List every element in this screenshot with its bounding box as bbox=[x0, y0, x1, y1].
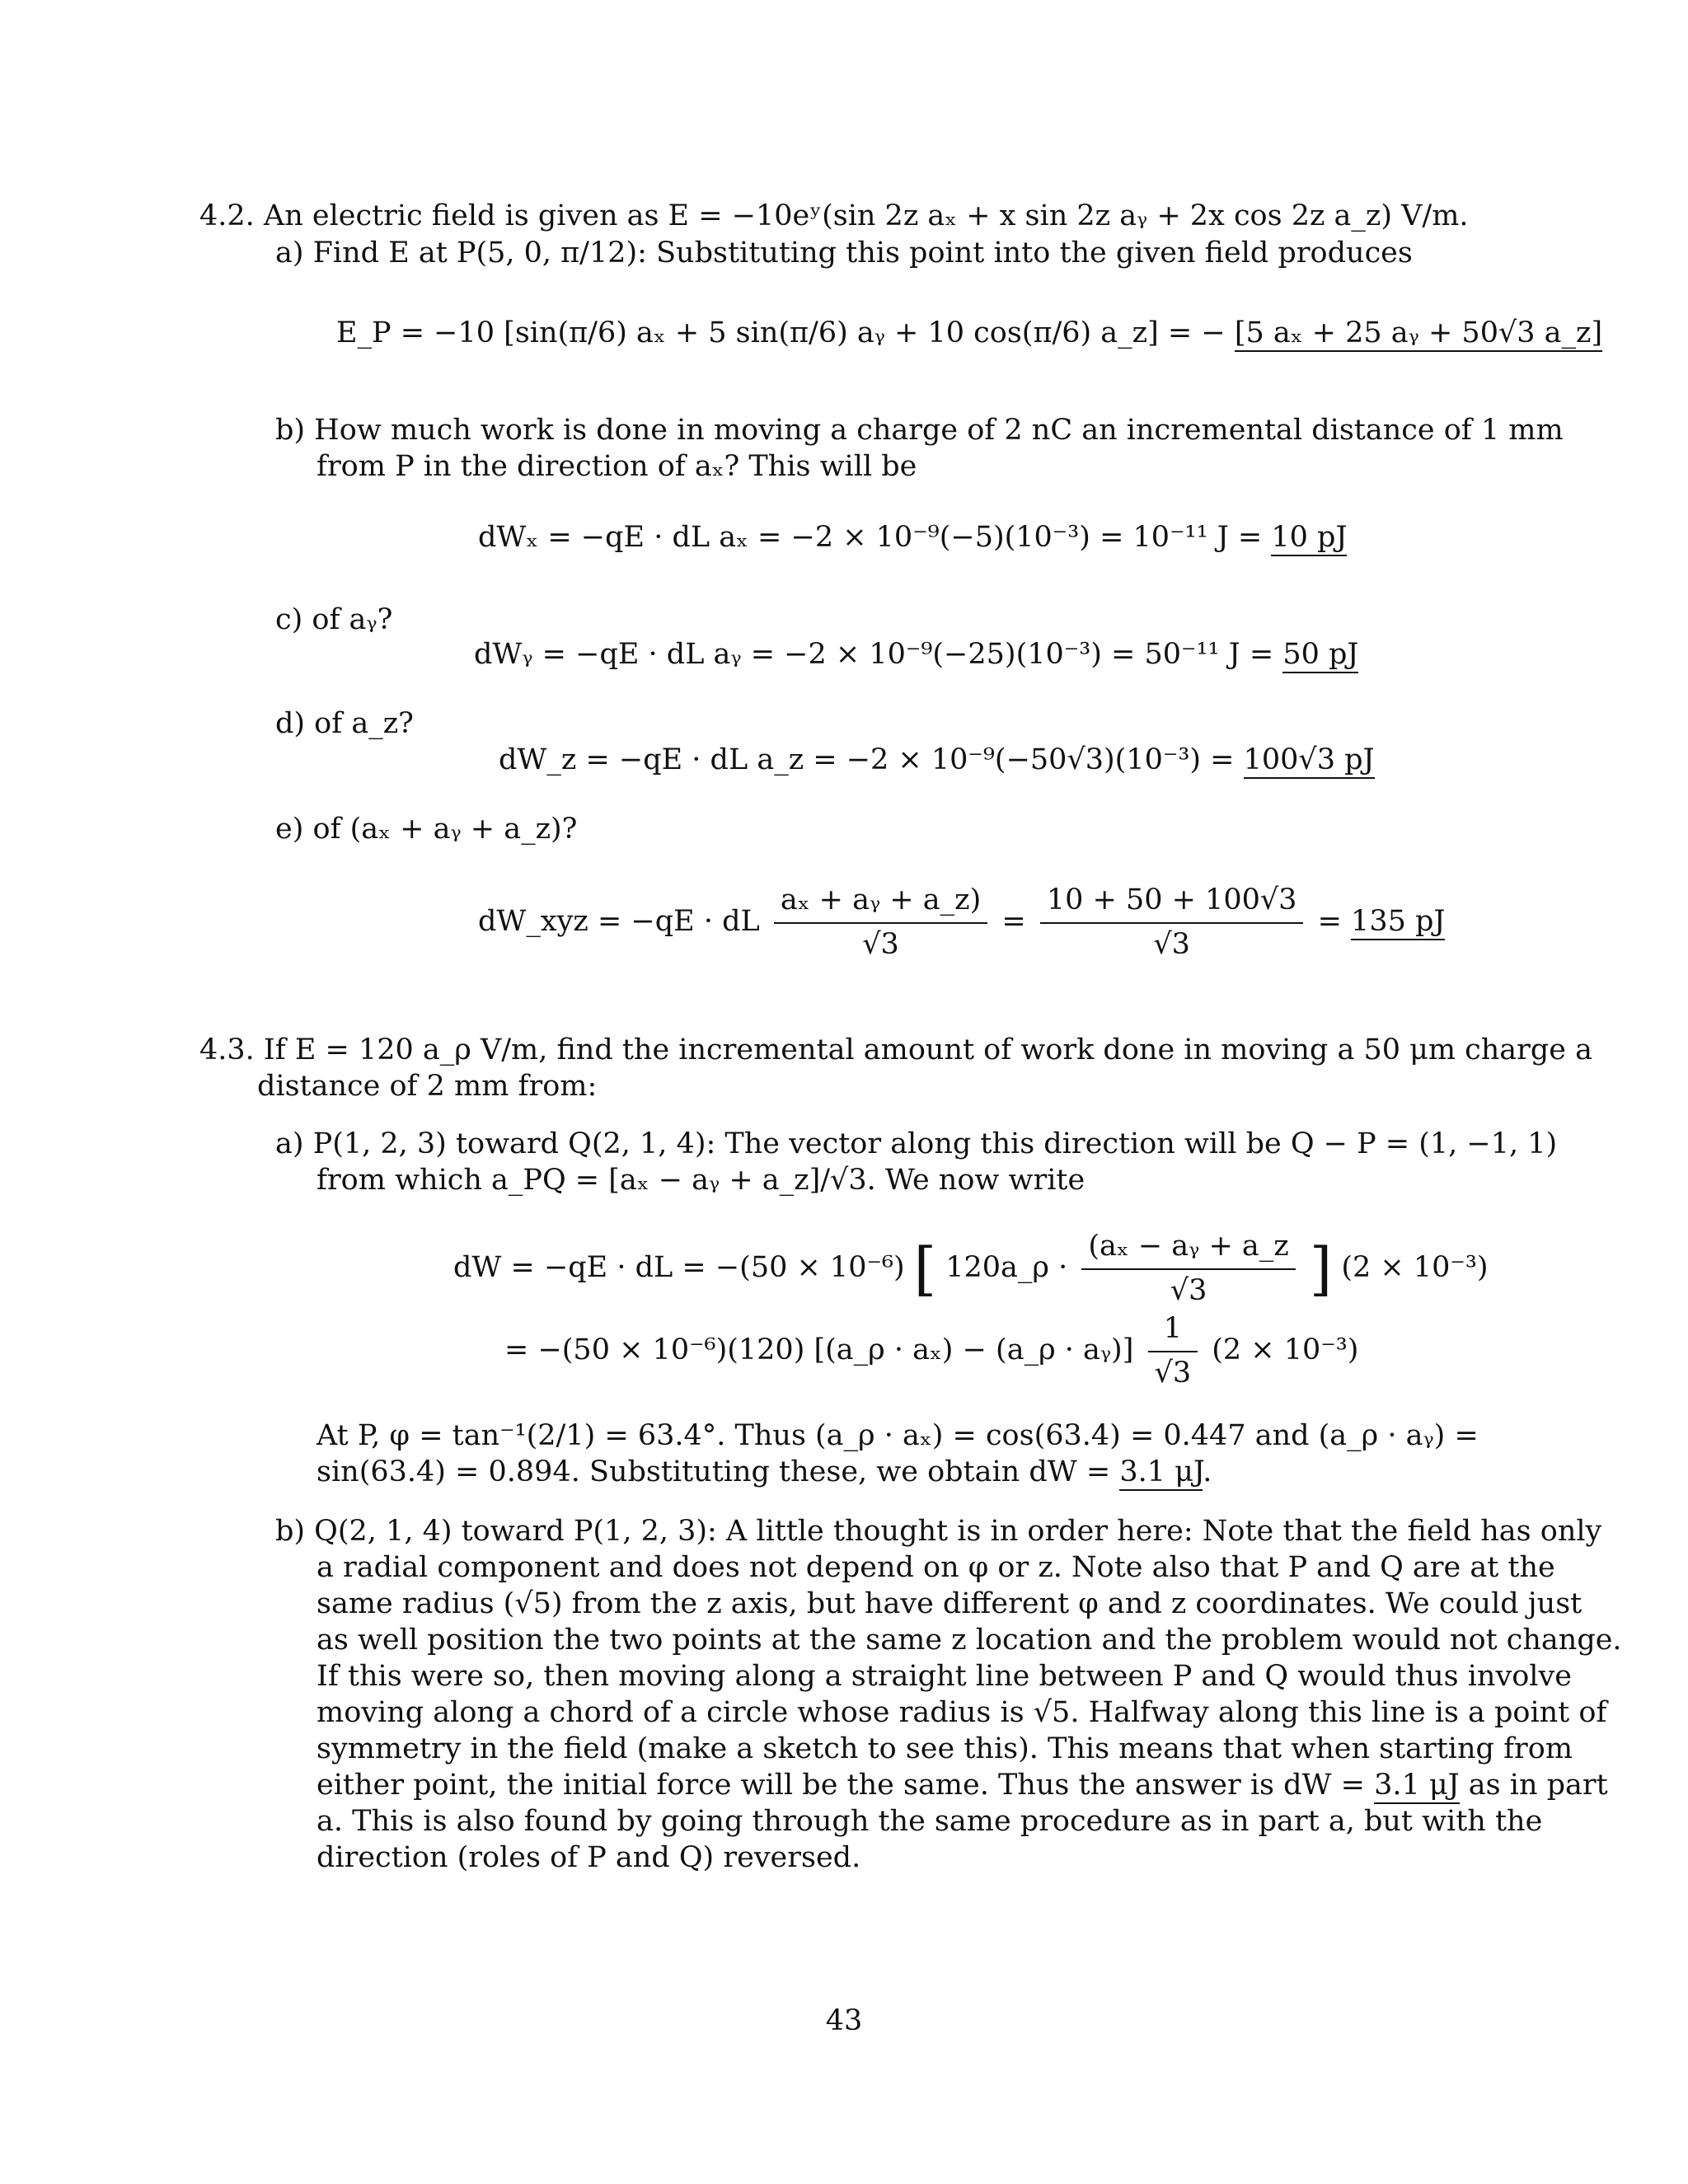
text: sin(63.4) = 0.894. Substituting these, we obtain dW = bbox=[316, 1455, 1111, 1488]
text: either point, the initial force will be the same. Thus the answer is dW = bbox=[316, 1769, 1365, 1802]
equation-body: dWᵧ = −qE · dL aᵧ = −2 × 10⁻⁹(−25)(10⁻³) = 50⁻¹¹ J = bbox=[474, 638, 1274, 671]
right-bracket: ] bbox=[1309, 1235, 1333, 1303]
problem-4-2-d-label: d) of a_z? bbox=[275, 707, 414, 740]
problem-4-3-b-line-9: a. This is also found by going through the same procedure as in part a, but with the bbox=[316, 1805, 1543, 1838]
equation-lhs: dW_xyz = −qE · dL bbox=[478, 905, 760, 938]
equals-sign: = bbox=[1317, 905, 1342, 938]
fraction bbox=[1081, 1228, 1295, 1310]
problem-4-2-a-text: a) Find E at P(5, 0, π/12): Substituting this point into the given field produces bbox=[275, 237, 1413, 269]
problem-4-3-b-line-3: same radius (√5) from the z axis, but have different φ and z coordinates. We could just bbox=[316, 1587, 1582, 1620]
left-bracket: [ bbox=[913, 1235, 937, 1303]
fraction bbox=[774, 882, 987, 963]
equation-lhs: dW = −qE · dL = −(50 × 10⁻⁶) bbox=[453, 1251, 905, 1284]
equation-rhs: (2 × 10⁻³) bbox=[1212, 1333, 1359, 1366]
equation-rhs: (2 × 10⁻³) bbox=[1341, 1251, 1489, 1284]
answer: 10 pJ bbox=[1271, 521, 1347, 556]
fraction-denominator: √3 bbox=[1081, 1268, 1295, 1310]
fraction bbox=[1040, 882, 1304, 963]
problem-4-3-b-line-6: moving along a chord of a circle whose radius is √5. Halfway along this line is a point of bbox=[316, 1696, 1607, 1729]
problem-4-2-e-equation bbox=[478, 882, 1445, 963]
page-number: 43 bbox=[825, 2004, 863, 2037]
problem-4-2-b-text-1: b) How much work is done in moving a charge of 2 nC an incremental distance of 1 mm bbox=[275, 414, 1564, 447]
problem-4-3-intro-2: distance of 2 mm from: bbox=[257, 1070, 598, 1103]
problem-4-3-b-line-7: symmetry in the field (make a sketch to see this). This means that when starting from bbox=[316, 1732, 1573, 1765]
fraction-denominator: √3 bbox=[774, 922, 987, 964]
fraction-numerator: 10 + 50 + 100√3 bbox=[1046, 883, 1297, 916]
problem-4-3-equation-1 bbox=[453, 1228, 1489, 1310]
problem-4-2-c-equation bbox=[474, 636, 1358, 674]
boxed-answer: [5 aₓ + 25 aᵧ + 50√3 a_z] bbox=[1235, 316, 1602, 352]
problem-4-3-b-line-8 bbox=[316, 1767, 1608, 1805]
problem-4-2-a-equation bbox=[336, 315, 1602, 353]
fraction-denominator: √3 bbox=[1148, 1351, 1198, 1393]
text: . bbox=[1203, 1455, 1212, 1488]
text: as in part bbox=[1468, 1769, 1608, 1802]
fraction bbox=[1148, 1310, 1198, 1392]
equation-mid: 120a_ρ · bbox=[945, 1251, 1068, 1284]
answer: 100√3 pJ bbox=[1244, 743, 1375, 779]
equation-lhs: = −(50 × 10⁻⁶)(120) [(a_ρ · aₓ) − (a_ρ · aᵧ)] bbox=[504, 1333, 1134, 1366]
problem-4-2-d-equation bbox=[499, 742, 1375, 780]
problem-4-2-e-label: e) of (aₓ + aᵧ + a_z)? bbox=[275, 813, 578, 846]
equation-body: dW_z = −qE · dL a_z = −2 × 10⁻⁹(−50√3)(10⁻³) = bbox=[499, 743, 1235, 776]
problem-4-3-a-text-2: from which a_PQ = [aₓ − aᵧ + a_z]/√3. We now write bbox=[316, 1164, 1085, 1197]
fraction-denominator: √3 bbox=[1040, 922, 1304, 964]
answer: 50 pJ bbox=[1282, 638, 1358, 673]
problem-4-3-b-line-2: a radial component and does not depend on φ or z. Note also that P and Q are at the bbox=[316, 1551, 1555, 1584]
equation-lhs: E_P = −10 [sin(π/6) aₓ + 5 sin(π/6) aᵧ + 10 cos(π/6) a_z] = − bbox=[336, 316, 1226, 349]
problem-4-3-b-line-5: If this were so, then moving along a straight line between P and Q would thus involve bbox=[316, 1660, 1572, 1693]
problem-4-3-b-line-10: direction (roles of P and Q) reversed. bbox=[316, 1841, 861, 1874]
problem-4-2-b-text-2: from P in the direction of aₓ? This will be bbox=[316, 450, 917, 483]
problem-4-3-b-line-1: b) Q(2, 1, 4) toward P(1, 2, 3): A little thought is in order here: Note that the field has only bbox=[275, 1515, 1602, 1548]
answer: 135 pJ bbox=[1351, 905, 1445, 940]
problem-4-3-b-line-4: as well position the two points at the same z location and the problem would not change. bbox=[316, 1624, 1622, 1657]
fraction-numerator: (aₓ − aᵧ + a_z bbox=[1088, 1230, 1289, 1263]
problem-4-3-a-text-1: a) P(1, 2, 3) toward Q(2, 1, 4): The vector along this direction will be Q − P = (1, −1, 1) bbox=[275, 1127, 1558, 1160]
problem-4-3-equation-2 bbox=[504, 1310, 1358, 1392]
problem-4-2-b-equation bbox=[478, 519, 1347, 557]
problem-4-3-at-p-line-2 bbox=[316, 1454, 1212, 1492]
problem-4-2-c-label: c) of aᵧ? bbox=[275, 603, 393, 636]
fraction-numerator: 1 bbox=[1163, 1312, 1182, 1345]
answer: 3.1 μJ bbox=[1374, 1769, 1460, 1804]
problem-4-3-intro-1: 4.3. If E = 120 a_ρ V/m, find the incremental amount of work done in moving a 50 μm charge a bbox=[199, 1033, 1593, 1066]
fraction-numerator: aₓ + aᵧ + a_z) bbox=[780, 883, 982, 916]
problem-4-2-intro: 4.2. An electric field is given as E = −10eʸ(sin 2z aₓ + x sin 2z aᵧ + 2x cos 2z a_z) V/m. bbox=[199, 199, 1469, 232]
problem-4-3-at-p-line-1: At P, φ = tan⁻¹(2/1) = 63.4°. Thus (a_ρ · aₓ) = cos(63.4) = 0.447 and (a_ρ · aᵧ) = bbox=[316, 1419, 1479, 1452]
equation-body: dWₓ = −qE · dL aₓ = −2 × 10⁻⁹(−5)(10⁻³) = 10⁻¹¹ J = bbox=[478, 521, 1263, 554]
answer: 3.1 μJ bbox=[1119, 1455, 1203, 1491]
equals-sign: = bbox=[1001, 905, 1026, 938]
